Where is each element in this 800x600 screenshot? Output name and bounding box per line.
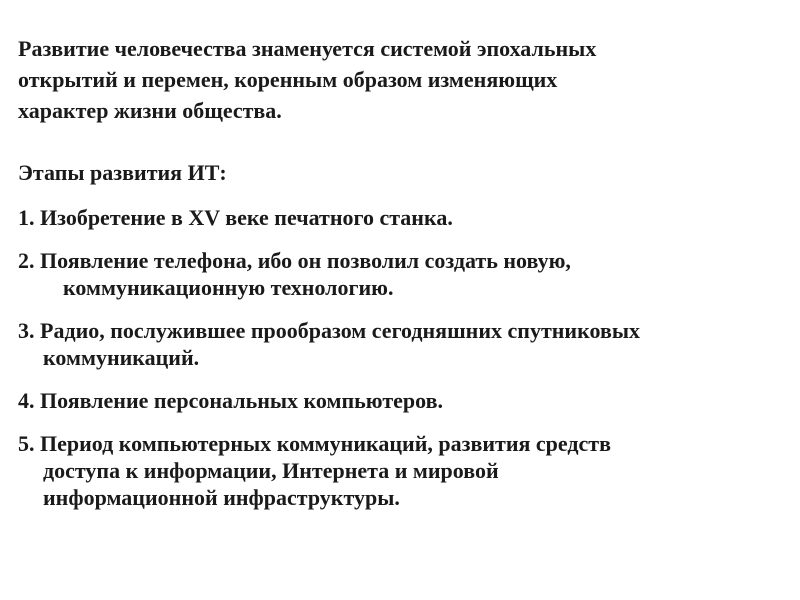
- stage-item-5: [18, 430, 788, 511]
- stage-line: 4. Появление персональных компьютеров.: [18, 388, 443, 413]
- stage-line: доступа к информации, Интернета и мировой: [43, 458, 499, 483]
- stage-line: 3. Радио, послужившее прообразом сегодняшних спутниковых: [18, 318, 641, 343]
- stage-item-4: [18, 387, 788, 414]
- stages-heading: Этапы развития ИТ:: [18, 160, 227, 185]
- stage-item-2: [18, 247, 788, 301]
- intro-paragraph: [18, 33, 778, 126]
- intro-line: открытий и перемен, коренным образом изменяющих: [18, 67, 558, 92]
- intro-line: Развитие человечества знаменуется системой эпохальных: [18, 36, 597, 61]
- stage-line: коммуникаций.: [43, 345, 200, 370]
- stage-line: 2. Появление телефона, ибо он позволил создать новую,: [18, 248, 571, 273]
- stages-list: [18, 204, 788, 527]
- stage-line: информационной инфраструктуры.: [43, 485, 400, 510]
- stage-line: коммуникационную технологию.: [63, 275, 394, 300]
- stage-item-3: [18, 317, 788, 371]
- stage-item-1: [18, 204, 788, 231]
- stage-line: 1. Изобретение в XV веке печатного станка.: [18, 205, 453, 230]
- stage-line: 5. Период компьютерных коммуникаций, развития средств: [18, 431, 611, 456]
- intro-line: характер жизни общества.: [18, 98, 282, 123]
